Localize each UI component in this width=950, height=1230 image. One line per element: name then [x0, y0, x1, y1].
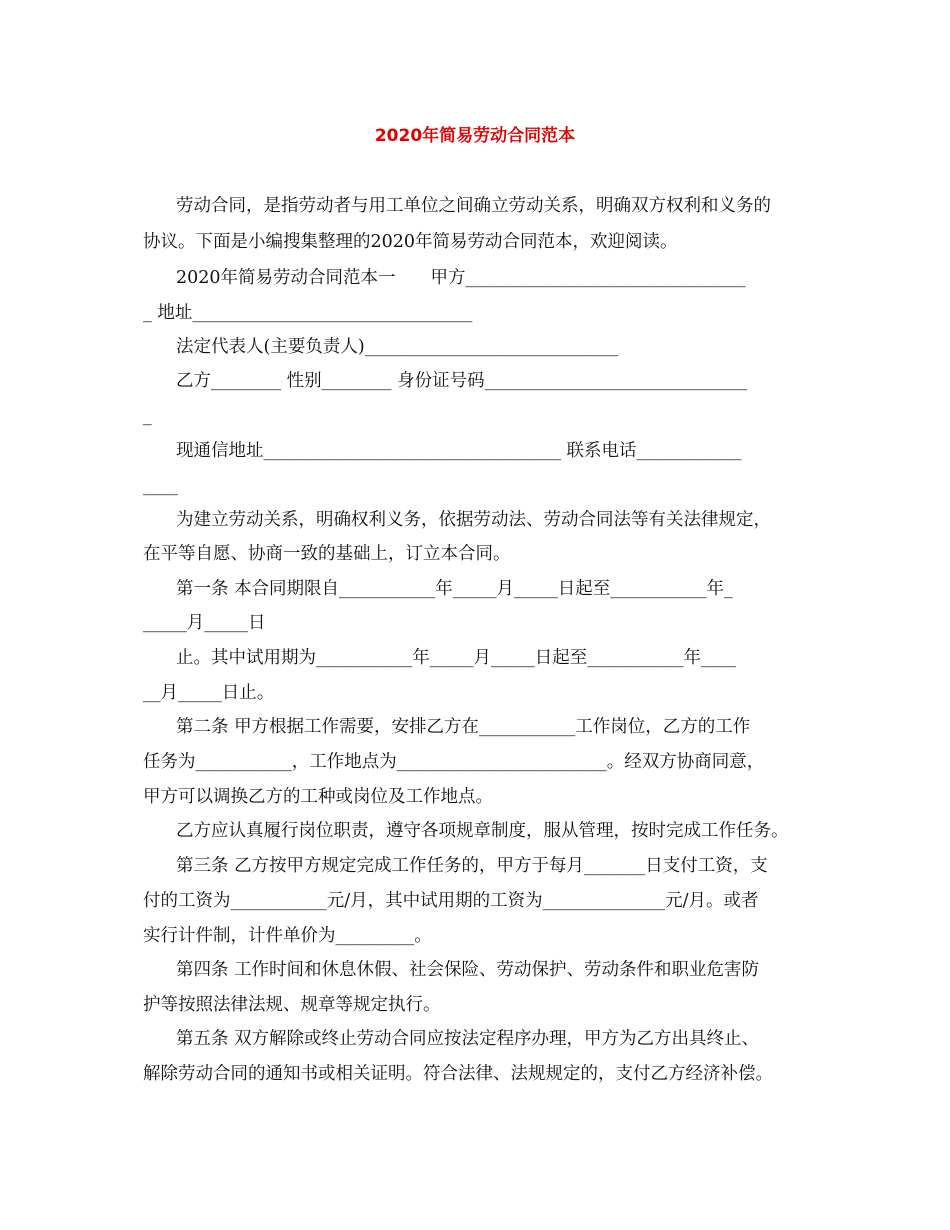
paragraph-line: 解除劳动合同的通知书或相关证明。符合法律、法规规定的，支付乙方经济补偿。	[143, 1064, 773, 1084]
paragraph-line: 在平等自愿、协商一致的基础上，订立本合同。	[143, 544, 511, 564]
paragraph-line: 乙方________ 性别________ 身份证号码______________________________	[176, 371, 748, 391]
paragraph-line: 护等按照法律法规、规章等规定执行。	[143, 995, 441, 1015]
document-title: 2020年简易劳动合同范本	[374, 126, 576, 146]
paragraph-line: 现通信地址__________________________________ 联系电话____________	[176, 441, 742, 461]
paragraph-line: _ 地址________________________________	[143, 303, 473, 323]
paragraph-line: _____月_____日	[143, 613, 266, 633]
paragraph-line: 法定代表人(主要负责人)_____________________________	[176, 337, 619, 357]
paragraph-line: 协议。下面是小编搜集整理的2020年简易劳动合同范本，欢迎阅读。	[143, 232, 678, 252]
paragraph-line: 止。其中试用期为___________年_____月_____日起至___________年____	[176, 648, 736, 668]
paragraph-line: 乙方应认真履行岗位职责，遵守各项规章制度，服从管理，按时完成工作任务。	[176, 821, 789, 841]
paragraph-line: 为建立劳动关系，明确权利义务，依据劳动法、劳动合同法等有关法律规定，	[176, 510, 771, 530]
paragraph-line: 实行计件制，计件单价为_________。	[143, 926, 432, 946]
paragraph-line: 付的工资为___________元/月，其中试用期的工资为______________元/月。或者	[143, 891, 759, 911]
paragraph-line: 第二条 甲方根据工作需要，安排乙方在___________工作岗位，乙方的工作	[176, 717, 751, 737]
paragraph-line: 任务为___________，工作地点为________________________。经双方协商同意，	[143, 752, 765, 772]
paragraph-line: 第四条 工作时间和休息休假、社会保险、劳动保护、劳动条件和职业危害防	[176, 960, 760, 980]
paragraph-line: 第五条 双方解除或终止劳动合同应按法定程序办理，甲方为乙方出具终止、	[176, 1029, 760, 1049]
paragraph-line: 第三条 乙方按甲方规定完成工作任务的，甲方于每月_______日支付工资，支	[176, 856, 768, 876]
paragraph-line: 2020年简易劳动合同范本一 甲方________________________________	[176, 268, 746, 288]
paragraph-line: 甲方可以调换乙方的工种或岗位及工作地点。	[143, 787, 493, 807]
paragraph-line: ____	[143, 476, 178, 496]
paragraph-line: _	[143, 406, 152, 426]
paragraph-line: 劳动合同，是指劳动者与用工单位之间确立劳动关系，明确双方权利和义务的	[176, 196, 771, 216]
paragraph-line: 第一条 本合同期限自___________年_____月_____日起至___________年_	[176, 579, 733, 599]
paragraph-line: __月_____日止。	[143, 683, 275, 703]
